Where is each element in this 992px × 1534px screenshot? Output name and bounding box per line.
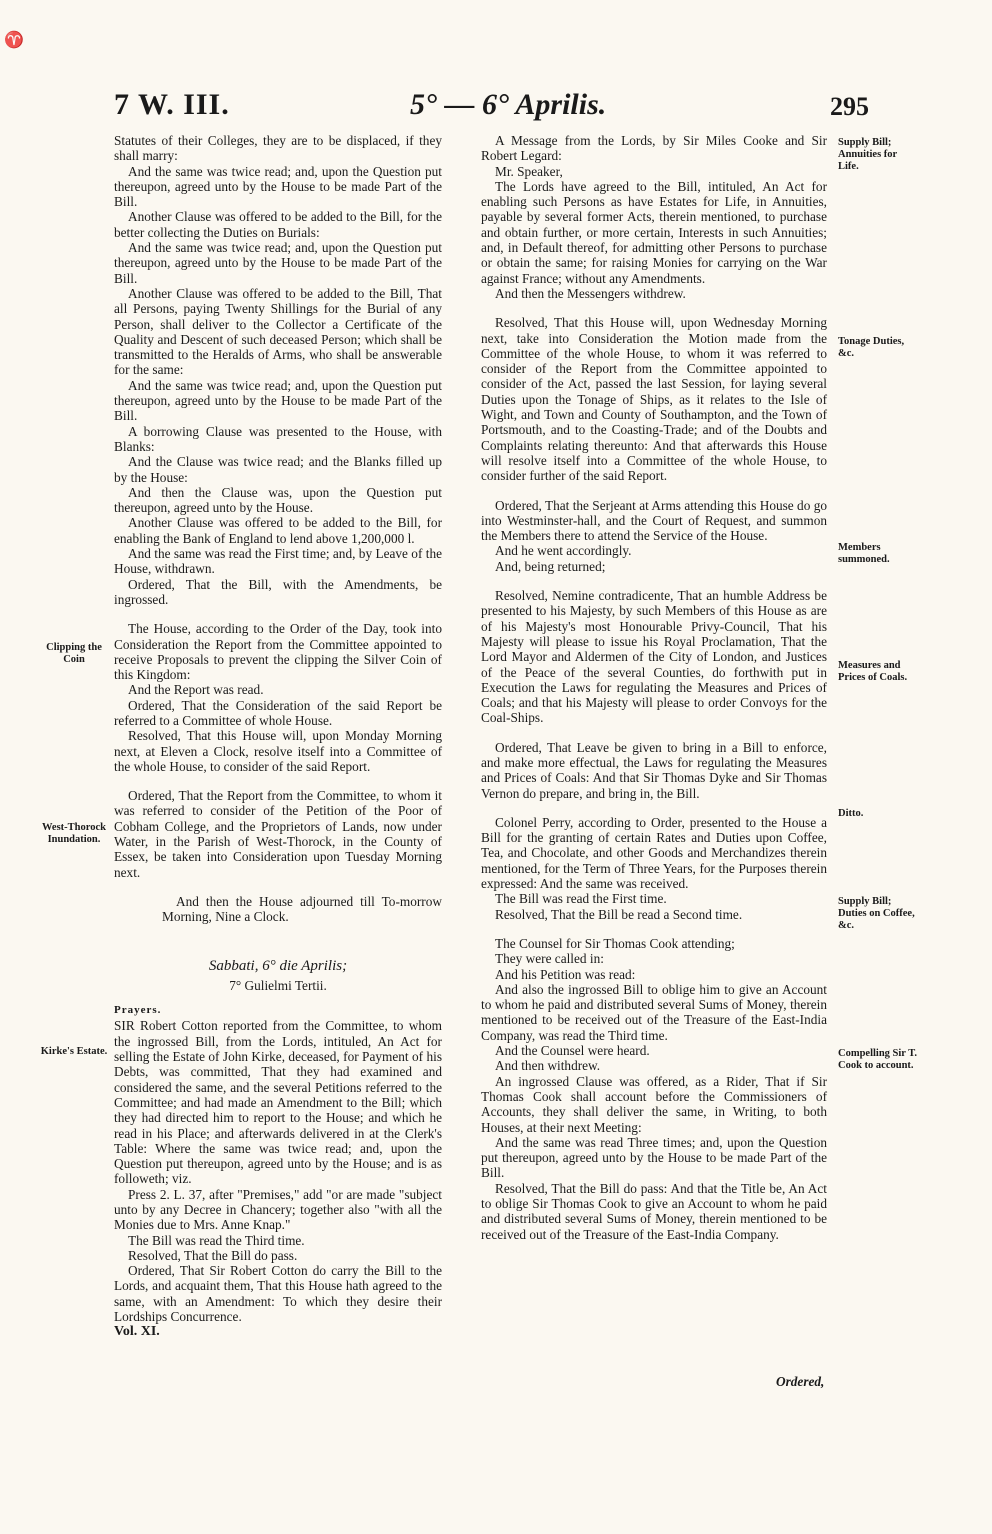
- paragraph: Resolved, That the Bill be read a Second time.: [495, 906, 743, 922]
- paragraph: Ordered, That the Report from the Committee, to whom it was referred to consider of the Petition of the Poor of Cobham College, and the Proprietors of Lands, now under Water, in the Parish of West-Thorock, in the County of Essex, be taken into Consideration upon Tuesday Morning next.: [114, 788, 442, 880]
- margin-note-kirke: Kirke's Estate.: [40, 1046, 108, 1057]
- paragraph: And the same was twice read; and, upon the Question put thereupon, agreed unto by the House to be made Part of the Bill.: [114, 240, 442, 286]
- paragraph: Ordered, That the Serjeant at Arms attending this House do go into Westminster-hall, and the Court of Request, and summon the Members there to attend the Service of the House.: [481, 497, 827, 544]
- paragraph: And his Petition was read:: [495, 966, 636, 982]
- paragraph: And he went accordingly.: [495, 543, 632, 559]
- corner-mark: ♈: [4, 32, 24, 49]
- margin-note-coals: Measures and Prices of Coals.: [838, 660, 908, 683]
- margin-note-tonage: Tonage Duties, &c.: [838, 336, 905, 359]
- paragraph: Another Clause was offered to be added to the Bill, for enabling the Bank of England to lend above 1,200,000 l.: [114, 515, 442, 546]
- paragraph: Resolved, That the Bill do pass: And that the Title be, An Act to oblige Sir Thomas Cook to give an Account to whom he paid and distributed several Sums of Money, therein mentioned to be received out of the Treasure of the East-India Company.: [481, 1180, 827, 1242]
- paragraph: And the same was twice read; and, upon the Question put thereupon, agreed unto by the House to be made Part of the Bill.: [114, 163, 442, 210]
- catchword: Ordered,: [776, 1374, 825, 1389]
- regnal-year: 7 W. III.: [114, 88, 230, 121]
- page-header: [0, 88, 992, 132]
- paragraph: And, being returned;: [495, 558, 606, 574]
- paragraph: And also the ingrossed Bill to oblige him to give an Account to whom he paid and distributed several Sums of Money, therein mentioned to be received out of the Treasure of the East-India Company, was read the Third time.: [481, 981, 827, 1043]
- paragraph: A Message from the Lords, by Sir Miles Cooke and Sir Robert Legard:: [481, 133, 827, 164]
- paragraph: Resolved, That this House will, upon Monday Morning next, at Eleven a Clock, resolve itself into a Committee of the whole House, to consider of the said Report.: [114, 728, 442, 774]
- paragraph: And the same was read Three times; and, upon the Question put thereupon, agreed unto by the House to be made Part of the Bill.: [481, 1134, 827, 1181]
- paragraph: Another Clause was offered to be added to the Bill, for the better collecting the Duties on Burials:: [114, 209, 442, 240]
- paragraph: The House, according to the Order of the Day, took into Consideration the Report from the Committee appointed to receive Proposals to prevent the clipping the Silver Coin of this Kingdom:: [114, 621, 442, 683]
- paragraph: And the Clause was twice read; and the Blanks filled up by the House:: [114, 454, 442, 485]
- paragraph: Ordered, That the Consideration of the said Report be referred to a Committee of whole House.: [114, 697, 442, 728]
- paragraph: And the Report was read.: [128, 682, 264, 698]
- paragraph: A borrowing Clause was presented to the House, with Blanks:: [114, 423, 442, 454]
- paragraph: Ordered, That Leave be given to bring in a Bill to enforce, and make more effectual, the Laws for regulating the Measures and Prices of Coals: And that Sir Thomas Dyke and Sir Thomas Vernon do prepare, and bring in, the Bill.: [481, 739, 827, 801]
- paragraph: Resolved, Nemine contradicente, That an humble Address be presented to his Majesty, by such Members of this House as are of his Majesty's most Honourable Privy-Council, That his Majesty will please to issue his Royal Proclamation, That the Lord Mayor and Aldermen of the City of London, and Justices of the Peace of the several Counties, do forthwith put in Execution the Laws for regulating the Measures and Prices of Coals; and that his Majesty will please to order Convoys for the Coal-Ships.: [481, 588, 827, 726]
- regnal-heading: 7° Gulielmi Tertii.: [229, 977, 327, 993]
- left-column: [114, 133, 442, 1340]
- paragraph: The Bill was read the First time.: [495, 891, 667, 907]
- paragraph: Ordered, That the Bill, with the Amendments, be ingrossed.: [114, 576, 442, 607]
- paragraph: Resolved, That this House will, upon Wednesday Morning next, take into Consideration the Motion made from the Committee of the whole House, to whom it was referred to consider of the Report from the Committee appointed to consider of the Act, passed the last Session, for laying several Duties upon the Tonage of Ships, as it relates to the Isle of Wight, and Town and County of Southampton, and the Town of Portsmouth, and to the Coasting-Trade; and of the Doubts and Complaints relating thereunto: And that afterwards this House will resolve itself into a Committee of the whole House, to consider further of the said Report.: [481, 315, 827, 484]
- margin-note-coffee: Supply Bill; Duties on Coffee, &c.: [838, 896, 915, 931]
- margin-note-cook: Compelling Sir T. Cook to account.: [838, 1048, 918, 1071]
- margin-note-members: Members summoned.: [838, 542, 890, 565]
- margin-note-annuities: Supply Bill; Annuities for Life.: [838, 137, 898, 172]
- day-heading: Sabbati, 6° die Aprilis;: [208, 957, 348, 974]
- paragraph: The Counsel for Sir Thomas Cook attending;: [495, 935, 735, 951]
- margin-note-ditto: Ditto.: [838, 808, 864, 819]
- prayers-heading: Prayers.: [114, 1004, 162, 1017]
- paragraph: Resolved, That the Bill do pass.: [128, 1247, 298, 1263]
- paragraph: Another Clause was offered to be added to the Bill, That all Persons, paying Twenty Shillings for the Burial of any Person, shall deliver to the Collector a Certificate of the Quality and Descent of such deceased Person; which shall be transmitted to the Heralds of Arms, who shall be answerable for the same:: [114, 285, 442, 378]
- paragraph: And then withdrew.: [495, 1058, 601, 1074]
- paragraph: And the Counsel were heard.: [495, 1043, 650, 1059]
- page-number: 295: [830, 92, 869, 121]
- paragraph: And the same was read the First time; and, by Leave of the House, withdrawn.: [114, 546, 442, 577]
- paragraph: Colonel Perry, according to Order, presented to the House a Bill for the granting of certain Rates and Duties upon Coffee, Tea, and Chocolate, and other Goods and Merchandizes therein mentioned, for the Term of Three Years, for the Purposes therein expressed: And the same was received.: [481, 814, 827, 892]
- paragraph: Mr. Speaker,: [495, 163, 563, 179]
- paragraph: An ingrossed Clause was offered, as a Rider, That if Sir Thomas Cook shall account before the Commissioners of Accounts, they shall deliver the same, in Writing, to both Houses, at their next Meeting:: [481, 1073, 827, 1135]
- adjournment: And then the House adjourned till To-morrow Morning, Nine a Clock.: [162, 893, 442, 925]
- paragraph: Press 2. L. 37, after "Premises," add "or are made "subject unto by any Decree in Chancery; together also "with all the Monies due to Mrs. Anne Knap.": [114, 1186, 442, 1233]
- paragraph: Statutes of their Colleges, they are to be displaced, if they shall marry:: [114, 133, 442, 164]
- volume-label: Vol. XI.: [114, 1324, 160, 1340]
- paragraph: The Bill was read the Third time.: [128, 1232, 305, 1248]
- paragraph: And then the Clause was, upon the Question put thereupon, agreed unto by the House.: [114, 484, 442, 516]
- paragraph: Ordered, That Sir Robert Cotton do carry the Bill to the Lords, and acquaint them, That this House hath agreed to the same, with an Amendment: To which they desire their Lordships Concurrence.: [114, 1263, 442, 1325]
- margin-note-west-thorock: West-Thorock Inundation.: [42, 822, 106, 845]
- paragraph: They were called in:: [495, 951, 604, 967]
- margin-note-clipping: Clipping the Coin: [46, 642, 102, 665]
- page-date: 5° — 6° Aprilis.: [410, 88, 607, 121]
- paragraph: The Lords have agreed to the Bill, intituled, An Act for enabling such Persons as have Estates for Life, in Annuities, payable by several former Acts, therein mentioned, to purchase and obtain further, or more certain, Interests in such Annuities; and, in Default thereof, for admitting other Persons to purchase or obtain the same; for raising Monies for carrying on the War against France; without any Amendments.: [481, 178, 827, 286]
- paragraph: SIR Robert Cotton reported from the Committee, to whom the ingrossed Bill, from the Lords, intituled, An Act for selling the Estate of John Kirke, deceased, for Payment of his Debts, was committed, That they had examined and considered the same, and the several Petitions referred to the Committee; and had made an Amendment to the Bill; which they had directed him to report to the House; and which he read in his Place; and afterwards delivered in at the Clerk's Table: Where the same was twice read; and, upon the Question put thereupon, agreed unto by the House; and is as followeth; viz.: [114, 1018, 442, 1187]
- paragraph: And the same was twice read; and, upon the Question put thereupon, agreed unto by the House to be made Part of the Bill.: [114, 377, 442, 424]
- right-column: [481, 133, 827, 1242]
- paragraph: And then the Messengers withdrew.: [495, 285, 686, 301]
